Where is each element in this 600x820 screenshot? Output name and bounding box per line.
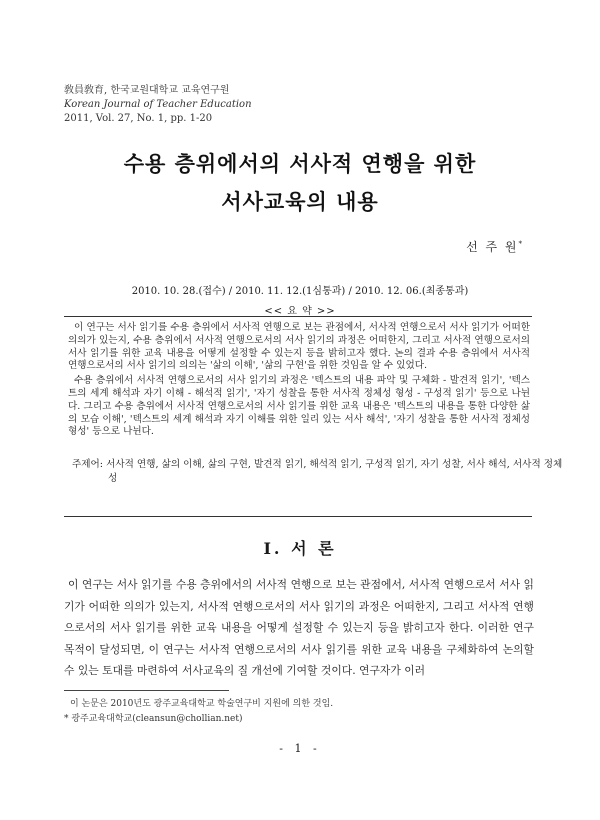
journal-korean-line: 敎員敎育, 한국교원대학교 교육연구원 [64,85,230,96]
abstract-paragraph: 이 연구는 서사 읽기를 수용 층위에서 서사적 연행으로 보는 관점에서, 서사적 연행으로서 서사 읽기가 어떠한 의의가 있는지, 수용 층위에서 서사적 연행으로서의 서사 읽기의 과정은 어떠한지, 그리고 서사적 연행으로서의 서사 읽기를 위한 교육 내용을 어떻게 설정할 수 있는지 등을 밝히고자 했다. 논의 결과 수용 층위에서 서사적 연행으로서의 서사 읽기의 의의는 '삶의 이해', '삶의 구현'을 위한 것임을 알 수 있었다. [68,322,530,372]
paper-title-line2: 서사교육의 내용 [221,189,379,214]
abstract-heading: << 요 약 >> [264,306,336,317]
footnote-affiliation: * 광주교육대학교(cleansun@chollian.net) [64,714,243,724]
author-footnote-mark: * [518,240,524,248]
footnote-rule [64,690,229,691]
journal-volume-line: 2011, Vol. 27, No. 1, pp. 1-20 [64,113,213,124]
submission-dates: 2010. 10. 28.(접수) / 2010. 11. 12.(1심통과) / 2010. 12. 06.(최종통과) [131,286,469,297]
abstract-body [68,322,530,441]
abstract-top-rule [64,316,532,317]
journal-info [64,84,252,126]
page-number: - 1 - [279,742,321,755]
keywords: 주제어: 서사적 연행, 삶의 이해, 삶의 구현, 발견적 읽기, 해석적 읽기, 구성적 읽기, 자기 성찰, 서사 해석, 서사적 정체성 [72,459,563,484]
journal-english-line: Korean Journal of Teacher Education [64,99,252,110]
author-name: 선 주 원 [466,240,519,254]
author [466,238,524,255]
abstract-paragraph: 수용 층위에서 서사적 연행으로서의 서사 읽기의 과정은 '텍스트의 내용 파악 및 구체화 - 발견적 읽기', '텍스트의 세계 해석과 자기 이해 - 해석적 읽기', '자기 성찰을 통한 서사적 정체성 형성 - 구성적 읽기' 등으로 나뉜다. 그리고 수용 층위에서 서사적 연행으로서의 서사 읽기를 위한 교육 내용은 '텍스트의 내용을 통한 다양한 삶의 모습 이해', '텍스트의 세계 해석과 자기 이해를 위한 일리 있는 서사 해석', '자기 성찰을 통한 서사적 정체성 형성' 등으로 나뉜다. [68,375,530,438]
paper-title-line1: 수용 층위에서의 서사적 연행을 위한 [123,151,477,176]
abstract-bottom-rule [64,516,532,517]
section-heading: Ⅰ. 서 론 [263,539,337,558]
footnote-funding: 이 논문은 2010년도 광주교육대학교 학술연구비 지원에 의한 것임. [70,699,334,709]
section-body-text: 이 연구는 서사 읽기를 수용 층위에서의 서사적 연행으로 보는 관점에서, 서사적 연행으로서 서사 읽기가 어떠한 의의가 있는지, 서사적 연행으로서의 서사 읽기의 과정은 어떠한지, 그리고 서사적 연행으로서의 서사 읽기를 위한 교육 내용을 어떻게 설정할 수 있는지 등을 밝히고자 한다. 이러한 연구 목적이 달성되면, 이 연구는 서사적 연행으로서의 서사 읽기를 위한 교육 내용을 구체화하여 논의할 수 있는 토대를 마련하여 서사교육의 질 개선에 기여할 것이다. 연구자가 이러 [64,578,534,677]
